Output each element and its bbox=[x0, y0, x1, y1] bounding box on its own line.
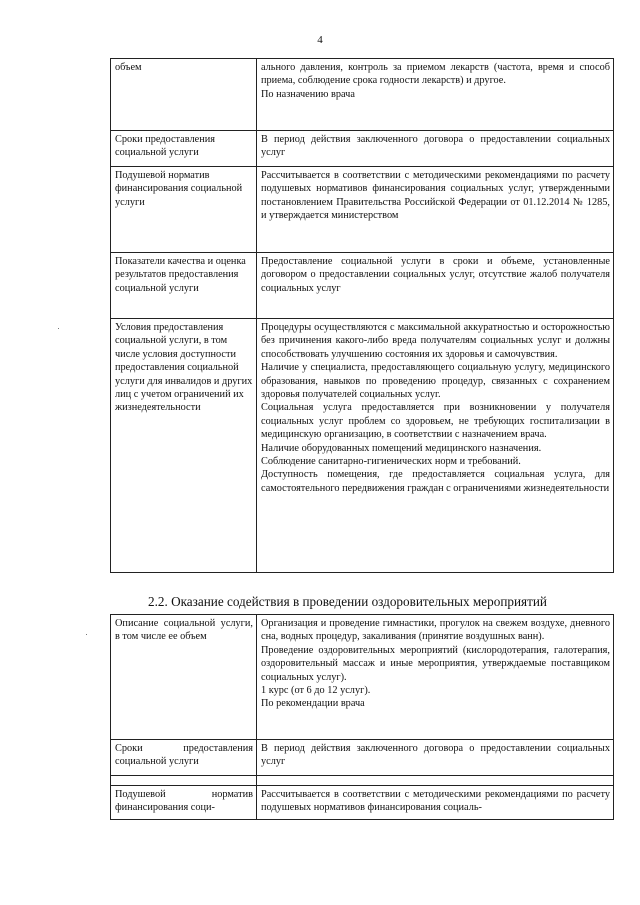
row-content bbox=[257, 253, 614, 319]
row-content bbox=[257, 59, 614, 131]
section-heading: 2.2. Оказание содействия в проведении оздоровительных мероприятий bbox=[148, 594, 547, 609]
row-label: Показатели качества и оценка результатов предоставления социальной услуги bbox=[111, 253, 257, 319]
row-content bbox=[257, 319, 614, 573]
content-paragraph: По рекомендации врача bbox=[261, 698, 365, 710]
services-table-continued bbox=[110, 58, 614, 573]
row-label: Сроки предоставления социальной услуги bbox=[111, 131, 257, 167]
content-paragraph: По назначению врача bbox=[261, 88, 355, 100]
row-label: Описание социальной услуги, в том числе ее объем bbox=[111, 615, 257, 740]
row-content bbox=[257, 167, 614, 253]
content-paragraph: ального давления, контроль за приемом лекарств (частота, время и способ приема, соблюдение срока годности лекарств) и другое. bbox=[261, 62, 610, 87]
row-content bbox=[257, 615, 614, 740]
row-content bbox=[257, 740, 614, 776]
row-label: Подушевой норматив финансирования социальной услуги bbox=[111, 167, 257, 253]
row-label: объем bbox=[111, 59, 257, 131]
row-label: Подушевой норматив финансирования соци- bbox=[111, 786, 257, 820]
scan-dot bbox=[58, 328, 59, 329]
table-row bbox=[111, 740, 614, 776]
table-row bbox=[111, 167, 614, 253]
content-paragraph: Рассчитывается в соответствии с методическими рекомендациями по расчету подушевых нормативов финансирования социаль- bbox=[261, 789, 610, 814]
scan-dot bbox=[86, 634, 87, 635]
content-paragraph: Проведение оздоровительных мероприятий (кислородотерапия, галотерапия, оздоровительный массаж и иные мероприятия, утверждаемые поставщиком социальных услуг). bbox=[261, 644, 610, 683]
content-paragraph: Предоставление социальной услуги в сроки и объеме, установленные договором о предоставлении социальных услуг, отсутствие жалоб получателя социальных услуг bbox=[261, 256, 610, 294]
services-table-section-2-2 bbox=[110, 614, 614, 820]
content-paragraph: Соблюдение санитарно-гигиенических норм и требований. bbox=[261, 456, 521, 468]
row-content bbox=[257, 786, 614, 820]
content-paragraph: В период действия заключенного договора о предоставлении социальных услуг bbox=[261, 134, 610, 159]
content-paragraph: Социальная услуга предоставляется при возникновении у получателя социальных услуг проблем со здоровьем, не требующих госпитализации в медицинскую организацию, в соответствии с назначением врача. bbox=[261, 402, 610, 441]
page-number: 4 bbox=[317, 34, 323, 46]
content-paragraph: Организация и проведение гимнастики, прогулок на свежем воздухе, дневного сна, водных процедур, закаливания (принятие воздушных ванн). bbox=[261, 618, 610, 643]
table-row bbox=[111, 786, 614, 820]
content-paragraph: Доступность помещения, где предоставляется социальная услуга, для самостоятельного передвижения граждан с ограничениями жизнедеятельности bbox=[261, 469, 610, 494]
content-paragraph: В период действия заключенного договора о предоставлении социальных услуг bbox=[261, 743, 610, 768]
table-row bbox=[111, 59, 614, 131]
content-paragraph: Наличие у специалиста, предоставляющего социальную услугу, медицинского образования, навыков по проведению процедур, связанных с сохранением здоровья получателей социальных услуг. bbox=[261, 362, 610, 401]
table-row bbox=[111, 615, 614, 740]
content-paragraph: Процедуры осуществляются с максимальной аккуратностью и осторожностью без причинения какого-либо вреда получателям социальных услуг и должны способствовать улучшению состояния их здоровья и самочувствия. bbox=[261, 322, 610, 360]
content-paragraph: Наличие оборудованных помещений медицинского назначения. bbox=[261, 442, 542, 454]
content-paragraph: 1 курс (от 6 до 12 услуг). bbox=[261, 685, 371, 697]
row-label: Сроки предоставления социальной услуги bbox=[111, 740, 257, 776]
table-row bbox=[111, 253, 614, 319]
table-row bbox=[111, 319, 614, 573]
table-gap bbox=[111, 776, 614, 786]
content-paragraph: Рассчитывается в соответствии с методическими рекомендациями по расчету подушевых нормативов финансирования социальных услуг, утвержденными постановлением Правительства Российской Федерации от 01.12.2014 № 1285, и утверждается министерством bbox=[261, 170, 610, 222]
row-content bbox=[257, 131, 614, 167]
row-label: Условия предоставления социальной услуги, в том числе условия доступности предоставления социальной услуги для инвалидов и других лиц с учетом ограничений их жизнедеятельности bbox=[111, 319, 257, 573]
table-row bbox=[111, 131, 614, 167]
